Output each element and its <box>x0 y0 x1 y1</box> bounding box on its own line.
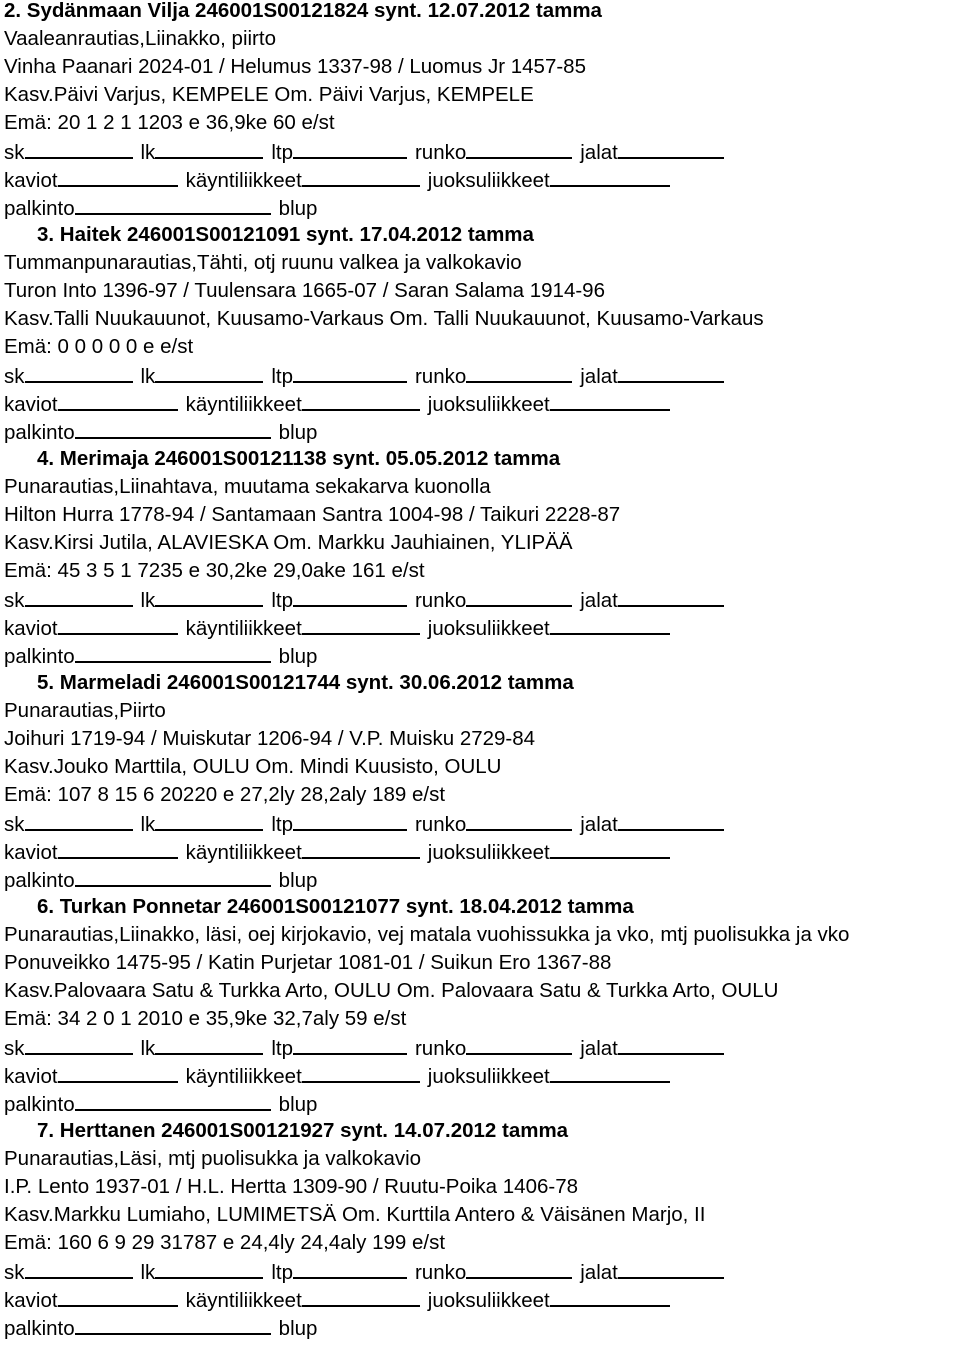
kaviot-blank <box>58 837 178 859</box>
field-label-blup: blup <box>278 869 318 892</box>
horse-entry <box>4 221 958 445</box>
lk-blank <box>155 137 263 159</box>
kaviot-blank <box>58 1061 178 1083</box>
kayntiliikkeet-blank <box>302 837 420 859</box>
entry-owner: Kasv.Kirsi Jutila, ALAVIESKA Om. Markku Jauhiainen, YLIPÄÄ <box>4 531 573 554</box>
field-label-lk: lk <box>140 813 156 836</box>
jalat-blank <box>618 809 724 831</box>
kayntiliikkeet-blank <box>302 165 420 187</box>
horse-entry <box>4 445 958 669</box>
field-label-juoksuliikkeet: juoksuliikkeet <box>427 841 550 864</box>
lk-blank <box>155 361 263 383</box>
lk-blank <box>155 1033 263 1055</box>
jalat-blank <box>618 1033 724 1055</box>
jalat-blank <box>618 1257 724 1279</box>
entry-color: Tummanpunarautias,Tähti, otj ruunu valkea ja valkokavio <box>4 251 522 274</box>
ltp-blank <box>293 1257 407 1279</box>
field-label-kayntiliikkeet: käyntiliikkeet <box>185 169 302 192</box>
score-row-3 <box>4 641 958 669</box>
entry-owner: Kasv.Palovaara Satu & Turkka Arto, OULU Om. Palovaara Satu & Turkka Arto, OULU <box>4 979 779 1002</box>
field-label-kayntiliikkeet: käyntiliikkeet <box>185 1065 302 1088</box>
document <box>4 0 958 1341</box>
field-label-juoksuliikkeet: juoksuliikkeet <box>427 169 550 192</box>
field-label-jalat: jalat <box>580 813 618 836</box>
field-label-kayntiliikkeet: käyntiliikkeet <box>185 617 302 640</box>
field-label-sk: sk <box>4 1037 25 1060</box>
entry-dam: Emä: 20 1 2 1 1203 e 36,9ke 60 e/st <box>4 111 335 134</box>
field-label-ltp: ltp <box>271 1261 293 1284</box>
score-row-3 <box>4 417 958 445</box>
field-label-kaviot: kaviot <box>4 841 58 864</box>
field-label-jalat: jalat <box>580 365 618 388</box>
field-label-palkinto: palkinto <box>4 869 75 892</box>
field-label-palkinto: palkinto <box>4 1317 75 1340</box>
palkinto-blank <box>75 865 271 887</box>
entry-dam: Emä: 34 2 0 1 2010 e 35,9ke 32,7aly 59 e/st <box>4 1007 407 1030</box>
score-row-3 <box>4 865 958 893</box>
field-label-palkinto: palkinto <box>4 1093 75 1116</box>
score-row-3 <box>4 193 958 221</box>
entry-title: 2. Sydänmaan Vilja 246001S00121824 synt. 12.07.2012 tamma <box>4 0 602 22</box>
sk-blank <box>25 137 133 159</box>
kayntiliikkeet-blank <box>302 389 420 411</box>
juoksuliikkeet-blank <box>550 613 670 635</box>
field-label-runko: runko <box>414 1261 467 1284</box>
field-label-runko: runko <box>414 813 467 836</box>
field-label-ltp: ltp <box>271 141 293 164</box>
field-label-sk: sk <box>4 1261 25 1284</box>
juoksuliikkeet-blank <box>550 1061 670 1083</box>
juoksuliikkeet-blank <box>550 389 670 411</box>
score-row-2 <box>4 837 958 865</box>
field-label-ltp: ltp <box>271 813 293 836</box>
juoksuliikkeet-blank <box>550 1285 670 1307</box>
jalat-blank <box>618 137 724 159</box>
field-label-blup: blup <box>278 1093 318 1116</box>
score-row-1 <box>4 1257 958 1285</box>
field-label-runko: runko <box>414 365 467 388</box>
runko-blank <box>466 137 572 159</box>
field-label-ltp: ltp <box>271 589 293 612</box>
entry-title: 6. Turkan Ponnetar 246001S00121077 synt. 18.04.2012 tamma <box>37 895 634 918</box>
ltp-blank <box>293 137 407 159</box>
field-label-kaviot: kaviot <box>4 617 58 640</box>
score-row-3 <box>4 1089 958 1117</box>
entry-owner: Kasv.Jouko Marttila, OULU Om. Mindi Kuusisto, OULU <box>4 755 502 778</box>
field-label-kayntiliikkeet: käyntiliikkeet <box>185 1289 302 1312</box>
horse-entry <box>4 0 958 221</box>
entry-owner: Kasv.Talli Nuukauunot, Kuusamo-Varkaus Om. Talli Nuukauunot, Kuusamo-Varkaus <box>4 307 764 330</box>
score-row-2 <box>4 1285 958 1313</box>
score-row-2 <box>4 1061 958 1089</box>
field-label-lk: lk <box>140 141 156 164</box>
field-label-sk: sk <box>4 589 25 612</box>
ltp-blank <box>293 585 407 607</box>
horse-entry <box>4 1117 958 1341</box>
field-label-jalat: jalat <box>580 1261 618 1284</box>
runko-blank <box>466 1257 572 1279</box>
palkinto-blank <box>75 641 271 663</box>
entry-color: Punarautias,Liinakko, läsi, oej kirjokavio, vej matala vuohissukka ja vko, mtj puolisukka ja vko <box>4 923 850 946</box>
entry-color: Punarautias,Läsi, mtj puolisukka ja valkokavio <box>4 1147 422 1170</box>
field-label-blup: blup <box>278 421 318 444</box>
sk-blank <box>25 361 133 383</box>
field-label-sk: sk <box>4 813 25 836</box>
ltp-blank <box>293 361 407 383</box>
field-label-runko: runko <box>414 589 467 612</box>
entry-pedigree: Turon Into 1396-97 / Tuulensara 1665-07 / Saran Salama 1914-96 <box>4 279 605 302</box>
entry-color: Vaaleanrautias,Liinakko, piirto <box>4 27 276 50</box>
score-row-2 <box>4 613 958 641</box>
kayntiliikkeet-blank <box>302 613 420 635</box>
runko-blank <box>466 361 572 383</box>
entry-dam: Emä: 0 0 0 0 0 e e/st <box>4 335 194 358</box>
field-label-ltp: ltp <box>271 365 293 388</box>
lk-blank <box>155 1257 263 1279</box>
score-row-1 <box>4 809 958 837</box>
score-row-3 <box>4 1313 958 1341</box>
entry-color: Punarautias,Liinahtava, muutama sekakarva kuonolla <box>4 475 491 498</box>
sk-blank <box>25 585 133 607</box>
field-label-blup: blup <box>278 1317 318 1340</box>
field-label-kaviot: kaviot <box>4 169 58 192</box>
field-label-kaviot: kaviot <box>4 1289 58 1312</box>
field-label-lk: lk <box>140 1261 156 1284</box>
entry-pedigree: Joihuri 1719-94 / Muiskutar 1206-94 / V.P. Muisku 2729-84 <box>4 727 536 750</box>
kayntiliikkeet-blank <box>302 1061 420 1083</box>
entry-pedigree: Ponuveikko 1475-95 / Katin Purjetar 1081-01 / Suikun Ero 1367-88 <box>4 951 612 974</box>
field-label-jalat: jalat <box>580 589 618 612</box>
sk-blank <box>25 809 133 831</box>
entry-color: Punarautias,Piirto <box>4 699 166 722</box>
field-label-jalat: jalat <box>580 1037 618 1060</box>
field-label-juoksuliikkeet: juoksuliikkeet <box>427 1289 550 1312</box>
field-label-juoksuliikkeet: juoksuliikkeet <box>427 393 550 416</box>
kaviot-blank <box>58 1285 178 1307</box>
horse-entry <box>4 669 958 893</box>
ltp-blank <box>293 1033 407 1055</box>
entry-pedigree: Hilton Hurra 1778-94 / Santamaan Santra 1004-98 / Taikuri 2228-87 <box>4 503 621 526</box>
field-label-runko: runko <box>414 1037 467 1060</box>
entry-title: 3. Haitek 246001S00121091 synt. 17.04.2012 tamma <box>37 223 534 246</box>
juoksuliikkeet-blank <box>550 165 670 187</box>
entry-title: 4. Merimaja 246001S00121138 synt. 05.05.2012 tamma <box>37 447 561 470</box>
juoksuliikkeet-blank <box>550 837 670 859</box>
entry-pedigree: Vinha Paanari 2024-01 / Helumus 1337-98 / Luomus Jr 1457-85 <box>4 55 586 78</box>
palkinto-blank <box>75 417 271 439</box>
field-label-lk: lk <box>140 589 156 612</box>
score-row-2 <box>4 389 958 417</box>
entry-title: 7. Herttanen 246001S00121927 synt. 14.07.2012 tamma <box>37 1119 569 1142</box>
score-row-2 <box>4 165 958 193</box>
field-label-blup: blup <box>278 197 318 220</box>
lk-blank <box>155 809 263 831</box>
entry-dam: Emä: 160 6 9 29 31787 e 24,4ly 24,4aly 199 e/st <box>4 1231 446 1254</box>
score-row-1 <box>4 585 958 613</box>
field-label-runko: runko <box>414 141 467 164</box>
field-label-palkinto: palkinto <box>4 645 75 668</box>
field-label-palkinto: palkinto <box>4 421 75 444</box>
ltp-blank <box>293 809 407 831</box>
kaviot-blank <box>58 613 178 635</box>
field-label-lk: lk <box>140 1037 156 1060</box>
entry-dam: Emä: 45 3 5 1 7235 e 30,2ke 29,0ake 161 e/st <box>4 559 425 582</box>
jalat-blank <box>618 585 724 607</box>
kayntiliikkeet-blank <box>302 1285 420 1307</box>
palkinto-blank <box>75 1313 271 1335</box>
field-label-lk: lk <box>140 365 156 388</box>
lk-blank <box>155 585 263 607</box>
kaviot-blank <box>58 165 178 187</box>
field-label-kaviot: kaviot <box>4 393 58 416</box>
field-label-sk: sk <box>4 365 25 388</box>
field-label-juoksuliikkeet: juoksuliikkeet <box>427 617 550 640</box>
sk-blank <box>25 1257 133 1279</box>
field-label-ltp: ltp <box>271 1037 293 1060</box>
field-label-kaviot: kaviot <box>4 1065 58 1088</box>
entry-owner: Kasv.Päivi Varjus, KEMPELE Om. Päivi Varjus, KEMPELE <box>4 83 534 106</box>
kaviot-blank <box>58 389 178 411</box>
palkinto-blank <box>75 193 271 215</box>
field-label-juoksuliikkeet: juoksuliikkeet <box>427 1065 550 1088</box>
score-row-1 <box>4 1033 958 1061</box>
score-row-1 <box>4 361 958 389</box>
horse-entry <box>4 893 958 1117</box>
field-label-palkinto: palkinto <box>4 197 75 220</box>
field-label-kayntiliikkeet: käyntiliikkeet <box>185 393 302 416</box>
entry-pedigree: I.P. Lento 1937-01 / H.L. Hertta 1309-90 / Ruutu-Poika 1406-78 <box>4 1175 578 1198</box>
score-row-1 <box>4 137 958 165</box>
runko-blank <box>466 1033 572 1055</box>
sk-blank <box>25 1033 133 1055</box>
jalat-blank <box>618 361 724 383</box>
palkinto-blank <box>75 1089 271 1111</box>
entry-dam: Emä: 107 8 15 6 20220 e 27,2ly 28,2aly 189 e/st <box>4 783 446 806</box>
field-label-jalat: jalat <box>580 141 618 164</box>
field-label-sk: sk <box>4 141 25 164</box>
runko-blank <box>466 809 572 831</box>
entry-owner: Kasv.Markku Lumiaho, LUMIMETSÄ Om. Kurttila Antero & Väisänen Marjo, II <box>4 1203 706 1226</box>
entry-title: 5. Marmeladi 246001S00121744 synt. 30.06.2012 tamma <box>37 671 574 694</box>
field-label-kayntiliikkeet: käyntiliikkeet <box>185 841 302 864</box>
runko-blank <box>466 585 572 607</box>
field-label-blup: blup <box>278 645 318 668</box>
